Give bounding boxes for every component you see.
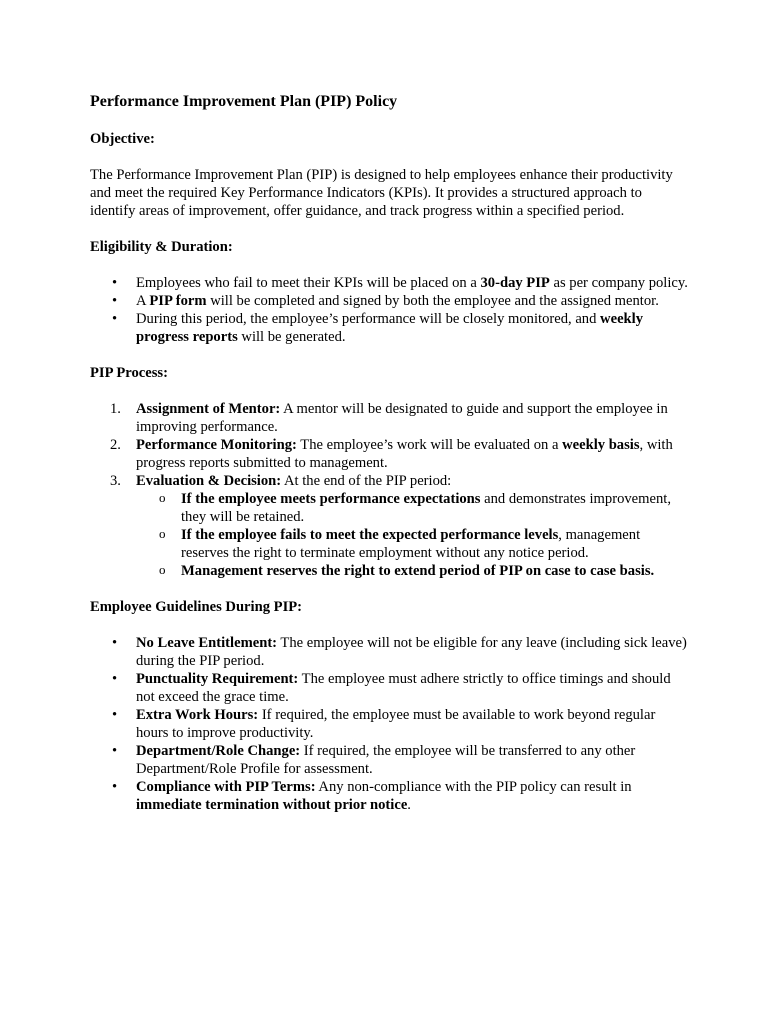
list-item: • Extra Work Hours: If required, the employee must be available to work beyond regular hours to improve productivity. <box>90 706 690 742</box>
eligibility-list <box>90 274 690 346</box>
document-title: Performance Improvement Plan (PIP) Policy <box>90 93 398 110</box>
list-item: • Employees who fail to meet their KPIs will be placed on a 30-day PIP as per company policy. <box>90 274 690 292</box>
document-content <box>90 92 690 832</box>
list-number: 2. <box>110 437 121 453</box>
sublist-item: o If the employee meets performance expectations and demonstrates improvement, they will be retained. <box>136 490 690 526</box>
objective-text: The Performance Improvement Plan (PIP) is designed to help employees enhance their productivity and meet the required Key Performance Indicators (KPIs). It provides a structured approach to identify areas of improvement, offer guidance, and track progress within a specified period. <box>90 167 673 219</box>
list-item: • During this period, the employee’s performance will be closely monitored, and weekly progress reports will be generated. <box>90 310 690 346</box>
process-list <box>90 400 690 580</box>
list-item: • A PIP form will be completed and signed by both the employee and the assigned mentor. <box>90 292 690 310</box>
list-item: 3. Evaluation & Decision: At the end of the PIP period: o If the employee meets performance expectations and demonstrates improvement, they will be retained. o If the employee fails to meet the expected performance levels, management reserves the right to terminate employment without any notice period. o Management reserves the right to extend period of PIP on case to case basis. <box>90 472 690 580</box>
sublist-item: o Management reserves the right to extend period of PIP on case to case basis. <box>136 562 690 580</box>
list-item: 2. Performance Monitoring: The employee’s work will be evaluated on a weekly basis, with progress reports submitted to management. <box>110 437 673 471</box>
process-heading: PIP Process: <box>90 365 168 381</box>
eligibility-heading: Eligibility & Duration: <box>90 239 233 255</box>
list-item: 1. Assignment of Mentor: A mentor will be designated to guide and support the employee in improving performance. <box>110 401 668 435</box>
list-item: • No Leave Entitlement: The employee will not be eligible for any leave (including sick leave) during the PIP period. <box>90 634 690 670</box>
list-item: • Punctuality Requirement: The employee must adhere strictly to office timings and should not exceed the grace time. <box>90 670 690 706</box>
objective-heading: Objective: <box>90 131 155 147</box>
list-item: • Compliance with PIP Terms: Any non-compliance with the PIP policy can result in immediate termination without prior notice. <box>90 778 690 814</box>
list-number: 1. <box>110 401 121 417</box>
list-item: • Department/Role Change: If required, the employee will be transferred to any other Department/Role Profile for assessment. <box>90 742 690 778</box>
list-number: 3. <box>110 473 121 489</box>
decision-sublist <box>136 490 690 580</box>
sublist-item: o If the employee fails to meet the expected performance levels, management reserves the right to terminate employment without any notice period. <box>136 526 690 562</box>
guidelines-heading: Employee Guidelines During PIP: <box>90 599 303 615</box>
guidelines-list <box>90 634 690 814</box>
